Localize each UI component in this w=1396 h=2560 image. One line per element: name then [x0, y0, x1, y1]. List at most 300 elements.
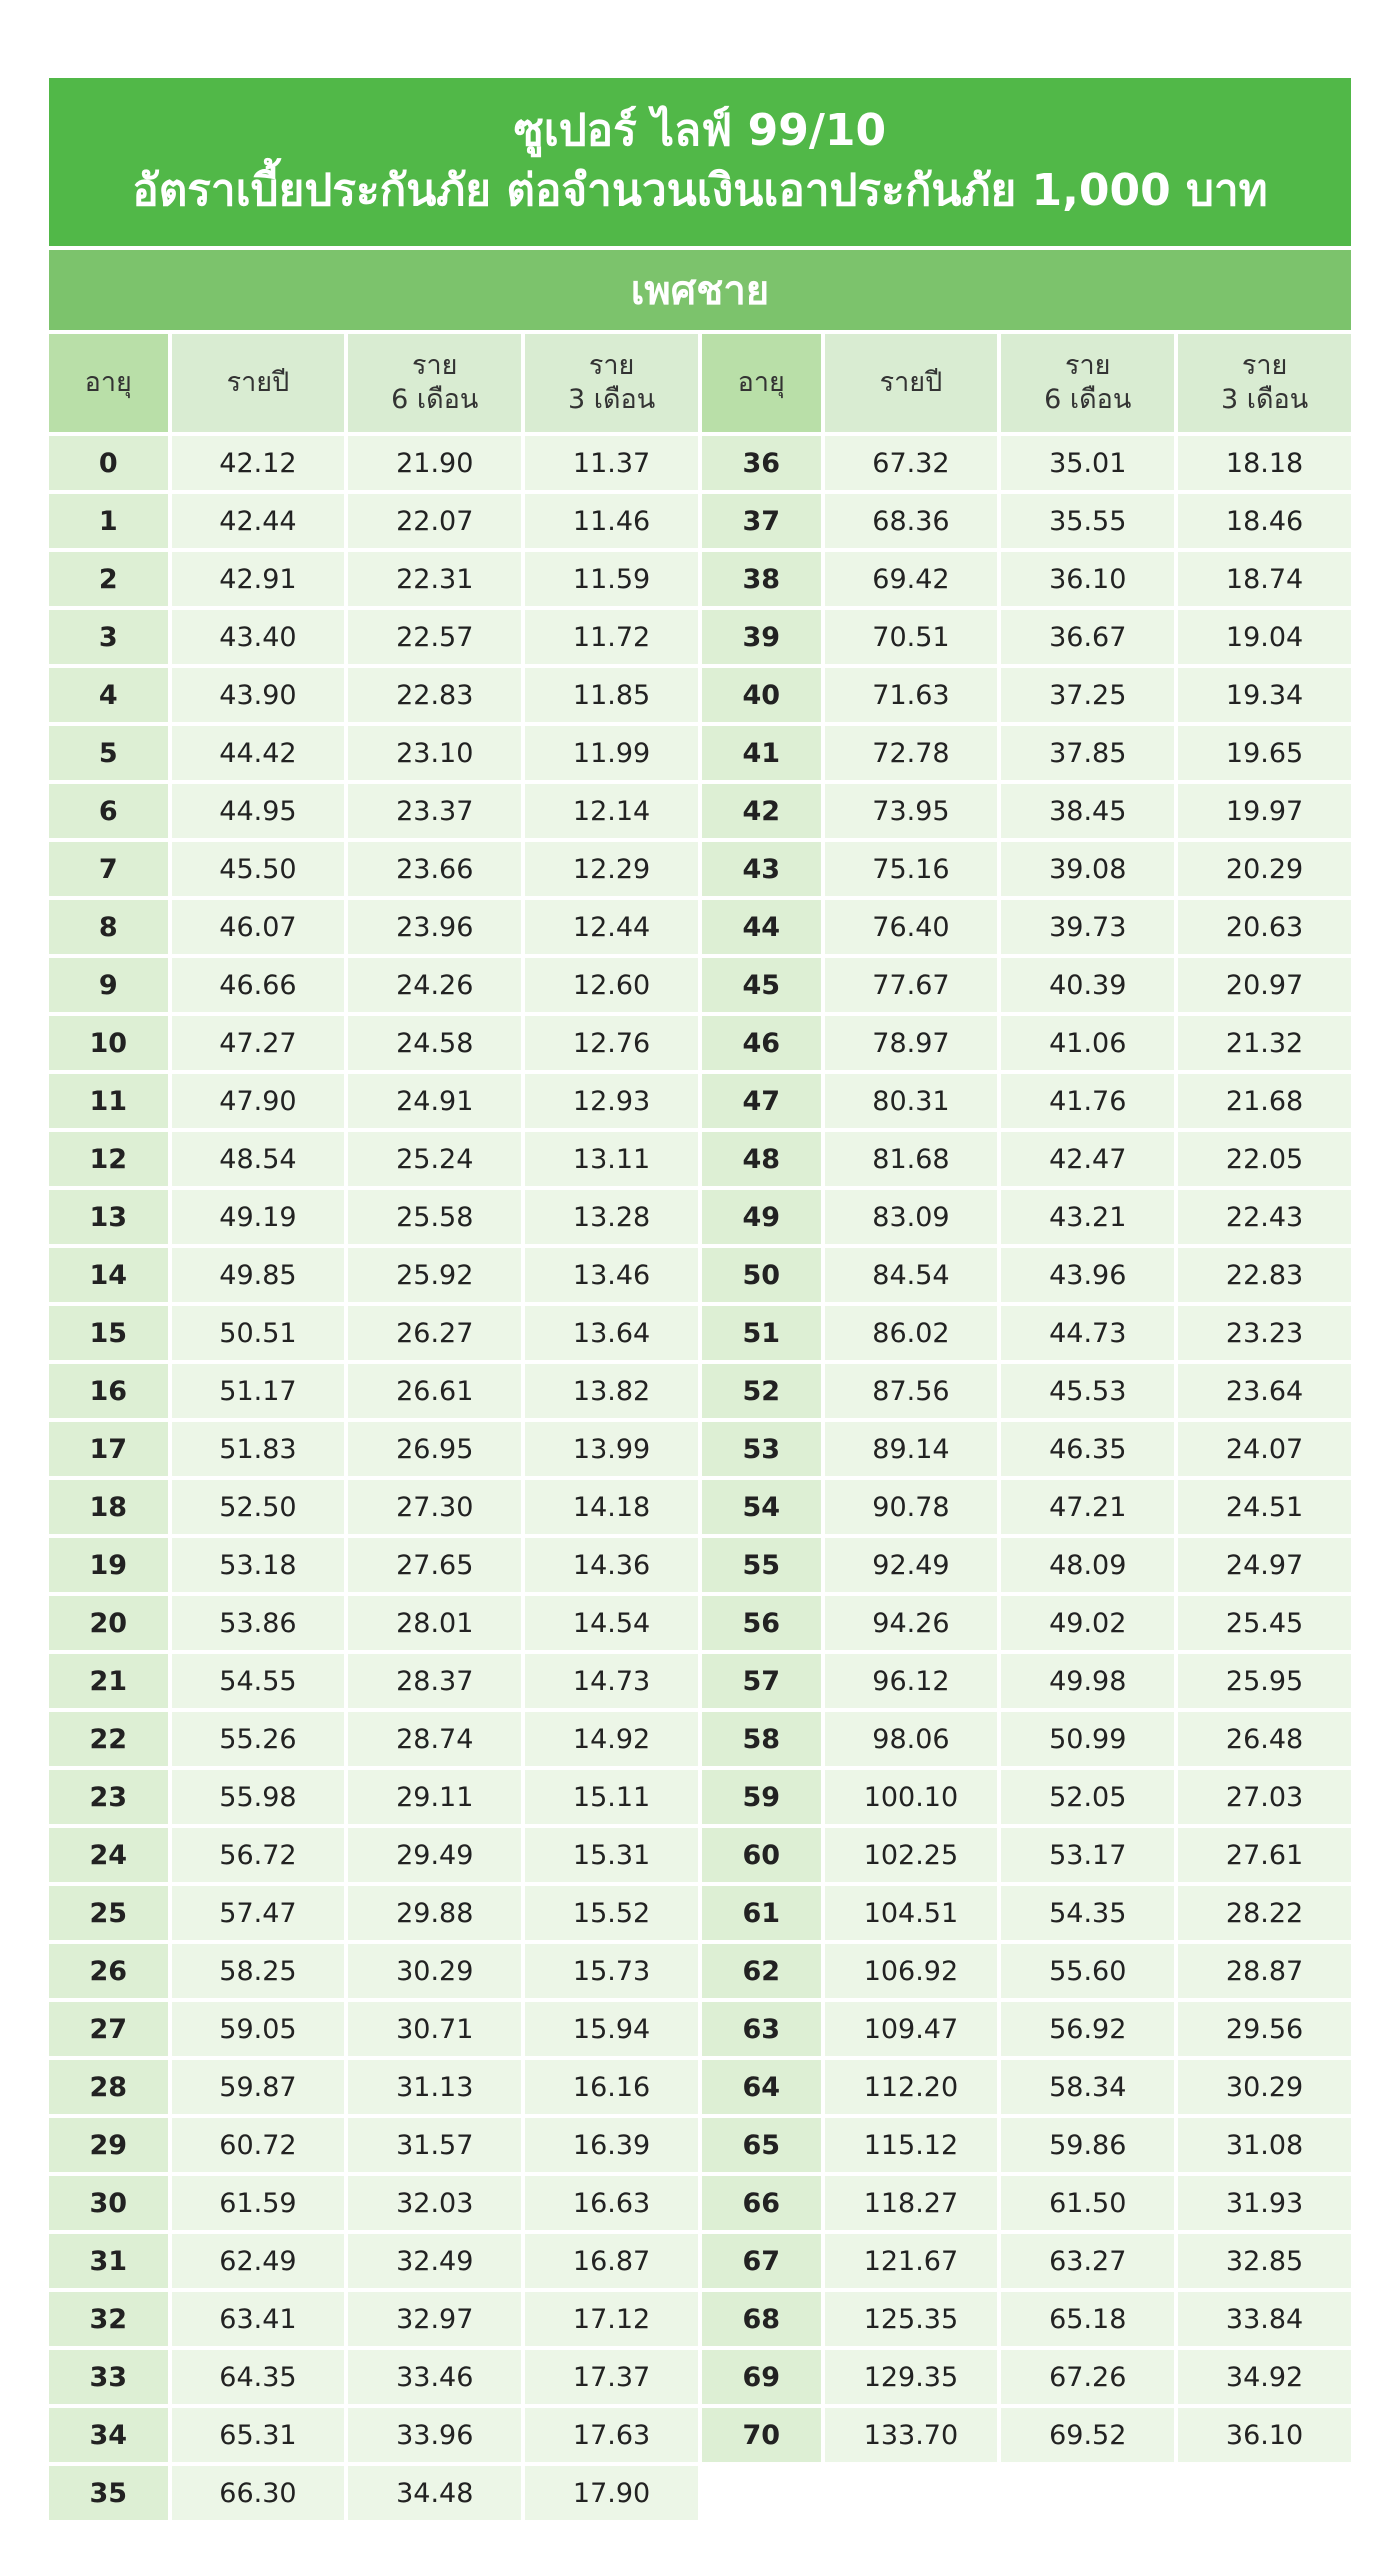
annual-rate-cell: 60.72: [172, 2118, 345, 2172]
six-month-rate-cell: 49.98: [1001, 1654, 1174, 1708]
three-month-rate-cell: 22.43: [1178, 1190, 1351, 1244]
age-cell: 4: [49, 668, 168, 722]
three-month-rate-cell: 25.95: [1178, 1654, 1351, 1708]
age-cell: 47: [702, 1074, 821, 1128]
six-month-rate-cell: 58.34: [1001, 2060, 1174, 2114]
three-month-rate-cell: 31.08: [1178, 2118, 1351, 2172]
six-month-rate-cell: 28.74: [348, 1712, 521, 1766]
age-cell: 42: [702, 784, 821, 838]
three-month-rate-cell: 13.99: [525, 1422, 698, 1476]
table-row: [49, 2176, 1351, 2230]
age-cell: 67: [702, 2234, 821, 2288]
three-month-rate-cell: 36.10: [1178, 2408, 1351, 2462]
six-month-rate-cell: 48.09: [1001, 1538, 1174, 1592]
three-month-rate-cell: 15.73: [525, 1944, 698, 1998]
age-cell: 52: [702, 1364, 821, 1418]
annual-rate-cell: 76.40: [825, 900, 998, 954]
six-month-rate-cell: 65.18: [1001, 2292, 1174, 2346]
rate-table-body: [49, 436, 1351, 2520]
six-month-rate-cell: 32.03: [348, 2176, 521, 2230]
six-month-rate-cell: 23.96: [348, 900, 521, 954]
annual-rate-cell: 45.50: [172, 842, 345, 896]
three-month-rate-cell: 15.31: [525, 1828, 698, 1882]
table-row: [49, 1828, 1351, 1882]
annual-rate-cell: 44.42: [172, 726, 345, 780]
six-month-rate-cell: 69.52: [1001, 2408, 1174, 2462]
age-cell: 7: [49, 842, 168, 896]
six-month-rate-cell: 45.53: [1001, 1364, 1174, 1418]
three-month-rate-cell: 26.48: [1178, 1712, 1351, 1766]
header-age-label: อายุ: [737, 367, 785, 398]
three-month-rate-cell: 14.54: [525, 1596, 698, 1650]
three-month-rate-cell: 14.18: [525, 1480, 698, 1534]
six-month-rate-cell: 40.39: [1001, 958, 1174, 1012]
annual-rate-cell: 125.35: [825, 2292, 998, 2346]
header-three-line1: ราย: [588, 350, 635, 381]
table-row: [49, 1364, 1351, 1418]
three-month-rate-cell: 21.68: [1178, 1074, 1351, 1128]
three-month-rate-cell: 12.44: [525, 900, 698, 954]
annual-rate-cell: 115.12: [825, 2118, 998, 2172]
age-cell: 17: [49, 1422, 168, 1476]
three-month-rate-cell: 28.87: [1178, 1944, 1351, 1998]
table-row: [49, 1422, 1351, 1476]
annual-rate-cell: 80.31: [825, 1074, 998, 1128]
annual-rate-cell: 48.54: [172, 1132, 345, 1186]
three-month-rate-cell: 31.93: [1178, 2176, 1351, 2230]
table-row: [49, 2466, 1351, 2520]
six-month-rate-cell: 46.35: [1001, 1422, 1174, 1476]
six-month-rate-cell: 55.60: [1001, 1944, 1174, 1998]
age-cell: 26: [49, 1944, 168, 1998]
age-cell: 54: [702, 1480, 821, 1534]
six-month-rate-cell: 37.85: [1001, 726, 1174, 780]
annual-rate-cell: 57.47: [172, 1886, 345, 1940]
title-banner: [49, 78, 1351, 246]
annual-rate-cell: 65.31: [172, 2408, 345, 2462]
three-month-rate-cell: 18.46: [1178, 494, 1351, 548]
table-row: [49, 2234, 1351, 2288]
age-cell: 69: [702, 2350, 821, 2404]
table-row: [49, 1074, 1351, 1128]
age-cell: 70: [702, 2408, 821, 2462]
three-month-rate-cell: 19.97: [1178, 784, 1351, 838]
table-row: [49, 1770, 1351, 1824]
six-month-rate-cell: 37.25: [1001, 668, 1174, 722]
age-cell: 9: [49, 958, 168, 1012]
six-month-rate-cell: 49.02: [1001, 1596, 1174, 1650]
header-age-label: อายุ: [84, 367, 132, 398]
age-cell: 31: [49, 2234, 168, 2288]
age-cell: 23: [49, 1770, 168, 1824]
table-row: [49, 552, 1351, 606]
six-month-rate-cell: 29.11: [348, 1770, 521, 1824]
annual-rate-cell: 51.17: [172, 1364, 345, 1418]
header-annual: [172, 334, 345, 432]
age-cell: 0: [49, 436, 168, 490]
table-row: [49, 842, 1351, 896]
annual-rate-cell: 129.35: [825, 2350, 998, 2404]
three-month-rate-cell: 11.72: [525, 610, 698, 664]
age-cell: 18: [49, 1480, 168, 1534]
annual-rate-cell: 86.02: [825, 1306, 998, 1360]
annual-rate-cell: 90.78: [825, 1480, 998, 1534]
annual-rate-cell: 46.07: [172, 900, 345, 954]
annual-rate-cell: 64.35: [172, 2350, 345, 2404]
three-month-rate-cell: 19.34: [1178, 668, 1351, 722]
three-month-rate-cell: 29.56: [1178, 2002, 1351, 2056]
six-month-rate-cell: 36.67: [1001, 610, 1174, 664]
six-month-rate-cell: 29.49: [348, 1828, 521, 1882]
annual-rate-cell: 104.51: [825, 1886, 998, 1940]
annual-rate-cell: 83.09: [825, 1190, 998, 1244]
six-month-rate-cell: 23.37: [348, 784, 521, 838]
table-row: [49, 2118, 1351, 2172]
six-month-rate-cell: 26.27: [348, 1306, 521, 1360]
six-month-rate-cell: 30.29: [348, 1944, 521, 1998]
age-cell: 40: [702, 668, 821, 722]
annual-rate-cell: 77.67: [825, 958, 998, 1012]
age-cell: 5: [49, 726, 168, 780]
three-month-rate-cell: 21.32: [1178, 1016, 1351, 1070]
six-month-rate-cell: 35.55: [1001, 494, 1174, 548]
three-month-rate-cell: 17.12: [525, 2292, 698, 2346]
annual-rate-cell: 54.55: [172, 1654, 345, 1708]
annual-rate-cell: 59.87: [172, 2060, 345, 2114]
three-month-rate-cell: 13.82: [525, 1364, 698, 1418]
age-cell: 44: [702, 900, 821, 954]
six-month-rate-cell: 53.17: [1001, 1828, 1174, 1882]
annual-rate-cell: 43.90: [172, 668, 345, 722]
table-row: [49, 2002, 1351, 2056]
table-row: [49, 1538, 1351, 1592]
age-cell: 50: [702, 1248, 821, 1302]
three-month-rate-cell: 19.65: [1178, 726, 1351, 780]
three-month-rate-cell: 11.59: [525, 552, 698, 606]
three-month-rate-cell: 12.93: [525, 1074, 698, 1128]
three-month-rate-cell: 18.74: [1178, 552, 1351, 606]
annual-rate-cell: 52.50: [172, 1480, 345, 1534]
six-month-rate-cell: 63.27: [1001, 2234, 1174, 2288]
age-cell: 33: [49, 2350, 168, 2404]
six-month-rate-cell: 59.86: [1001, 2118, 1174, 2172]
age-cell: 27: [49, 2002, 168, 2056]
three-month-rate-cell: 20.29: [1178, 842, 1351, 896]
three-month-rate-cell: 11.46: [525, 494, 698, 548]
six-month-rate-cell: 50.99: [1001, 1712, 1174, 1766]
six-month-rate-cell: 56.92: [1001, 2002, 1174, 2056]
age-cell: 1: [49, 494, 168, 548]
age-cell: 56: [702, 1596, 821, 1650]
six-month-rate-cell: 24.91: [348, 1074, 521, 1128]
header-six-month: [1001, 334, 1174, 432]
age-cell: 62: [702, 1944, 821, 1998]
annual-rate-cell: 73.95: [825, 784, 998, 838]
age-cell: 15: [49, 1306, 168, 1360]
three-month-rate-cell: 13.64: [525, 1306, 698, 1360]
age-cell: 68: [702, 2292, 821, 2346]
table-row: [49, 1480, 1351, 1534]
annual-rate-cell: 43.40: [172, 610, 345, 664]
annual-rate-cell: 49.85: [172, 1248, 345, 1302]
annual-rate-cell: 66.30: [172, 2466, 345, 2520]
age-cell: 51: [702, 1306, 821, 1360]
annual-rate-cell: 112.20: [825, 2060, 998, 2114]
header-three-month: [1178, 334, 1351, 432]
three-month-rate-cell: 33.84: [1178, 2292, 1351, 2346]
six-month-rate-cell: 25.92: [348, 1248, 521, 1302]
age-cell: 34: [49, 2408, 168, 2462]
three-month-rate-cell: 20.63: [1178, 900, 1351, 954]
empty-cell: [1178, 2466, 1351, 2520]
table-row: [49, 784, 1351, 838]
three-month-rate-cell: 24.07: [1178, 1422, 1351, 1476]
six-month-rate-cell: 23.10: [348, 726, 521, 780]
six-month-rate-cell: 32.97: [348, 2292, 521, 2346]
six-month-rate-cell: 43.96: [1001, 1248, 1174, 1302]
three-month-rate-cell: 14.73: [525, 1654, 698, 1708]
age-cell: 3: [49, 610, 168, 664]
six-month-rate-cell: 47.21: [1001, 1480, 1174, 1534]
age-cell: 30: [49, 2176, 168, 2230]
age-cell: 39: [702, 610, 821, 664]
six-month-rate-cell: 39.08: [1001, 842, 1174, 896]
six-month-rate-cell: 24.26: [348, 958, 521, 1012]
age-cell: 25: [49, 1886, 168, 1940]
six-month-rate-cell: 44.73: [1001, 1306, 1174, 1360]
three-month-rate-cell: 12.14: [525, 784, 698, 838]
table-row: [49, 1248, 1351, 1302]
age-cell: 35: [49, 2466, 168, 2520]
three-month-rate-cell: 23.23: [1178, 1306, 1351, 1360]
three-month-rate-cell: 17.37: [525, 2350, 698, 2404]
six-month-rate-cell: 32.49: [348, 2234, 521, 2288]
header-age: [49, 334, 168, 432]
three-month-rate-cell: 19.04: [1178, 610, 1351, 664]
three-month-rate-cell: 25.45: [1178, 1596, 1351, 1650]
age-cell: 61: [702, 1886, 821, 1940]
age-cell: 21: [49, 1654, 168, 1708]
six-month-rate-cell: 22.57: [348, 610, 521, 664]
annual-rate-cell: 53.86: [172, 1596, 345, 1650]
three-month-rate-cell: 27.03: [1178, 1770, 1351, 1824]
three-month-rate-cell: 15.11: [525, 1770, 698, 1824]
age-cell: 59: [702, 1770, 821, 1824]
annual-rate-cell: 89.14: [825, 1422, 998, 1476]
table-row: [49, 610, 1351, 664]
age-cell: 28: [49, 2060, 168, 2114]
six-month-rate-cell: 28.01: [348, 1596, 521, 1650]
header-annual: [825, 334, 998, 432]
age-cell: 14: [49, 1248, 168, 1302]
age-cell: 57: [702, 1654, 821, 1708]
annual-rate-cell: 71.63: [825, 668, 998, 722]
header-six-line2: 6 เดือน: [1044, 384, 1132, 415]
age-cell: 20: [49, 1596, 168, 1650]
annual-rate-cell: 47.90: [172, 1074, 345, 1128]
table-row: [49, 494, 1351, 548]
six-month-rate-cell: 27.30: [348, 1480, 521, 1534]
annual-rate-cell: 109.47: [825, 2002, 998, 2056]
header-three-line1: ราย: [1241, 350, 1288, 381]
gender-banner: เพศชาย: [49, 250, 1351, 330]
annual-rate-cell: 42.12: [172, 436, 345, 490]
annual-rate-cell: 87.56: [825, 1364, 998, 1418]
six-month-rate-cell: 36.10: [1001, 552, 1174, 606]
annual-rate-cell: 133.70: [825, 2408, 998, 2462]
annual-rate-cell: 94.26: [825, 1596, 998, 1650]
annual-rate-cell: 55.98: [172, 1770, 345, 1824]
three-month-rate-cell: 12.29: [525, 842, 698, 896]
three-month-rate-cell: 13.28: [525, 1190, 698, 1244]
age-cell: 12: [49, 1132, 168, 1186]
age-cell: 66: [702, 2176, 821, 2230]
six-month-rate-cell: 29.88: [348, 1886, 521, 1940]
annual-rate-cell: 96.12: [825, 1654, 998, 1708]
age-cell: 46: [702, 1016, 821, 1070]
header-six-line2: 6 เดือน: [391, 384, 479, 415]
annual-rate-cell: 121.67: [825, 2234, 998, 2288]
three-month-rate-cell: 15.52: [525, 1886, 698, 1940]
age-cell: 29: [49, 2118, 168, 2172]
age-cell: 63: [702, 2002, 821, 2056]
table-row: [49, 2060, 1351, 2114]
age-cell: 16: [49, 1364, 168, 1418]
rate-subtitle: อัตราเบี้ยประกันภัย ต่อจำนวนเงินเอาประกันภัย 1,000 บาท: [132, 165, 1268, 216]
annual-rate-cell: 49.19: [172, 1190, 345, 1244]
age-cell: 6: [49, 784, 168, 838]
three-month-rate-cell: 22.05: [1178, 1132, 1351, 1186]
six-month-rate-cell: 67.26: [1001, 2350, 1174, 2404]
three-month-rate-cell: 16.63: [525, 2176, 698, 2230]
header-three-line2: 3 เดือน: [567, 384, 656, 415]
annual-rate-cell: 62.49: [172, 2234, 345, 2288]
three-month-rate-cell: 30.29: [1178, 2060, 1351, 2114]
table-row: [49, 1132, 1351, 1186]
six-month-rate-cell: 25.58: [348, 1190, 521, 1244]
six-month-rate-cell: 43.21: [1001, 1190, 1174, 1244]
annual-rate-cell: 53.18: [172, 1538, 345, 1592]
six-month-rate-cell: 27.65: [348, 1538, 521, 1592]
annual-rate-cell: 72.78: [825, 726, 998, 780]
header-six-line1: ราย: [1065, 350, 1111, 381]
six-month-rate-cell: 23.66: [348, 842, 521, 896]
age-cell: 55: [702, 1538, 821, 1592]
annual-rate-cell: 81.68: [825, 1132, 998, 1186]
annual-rate-cell: 55.26: [172, 1712, 345, 1766]
three-month-rate-cell: 11.37: [525, 436, 698, 490]
three-month-rate-cell: 11.99: [525, 726, 698, 780]
header-three-month: [525, 334, 698, 432]
annual-rate-cell: 92.49: [825, 1538, 998, 1592]
age-cell: 41: [702, 726, 821, 780]
rate-table: [45, 330, 1355, 2524]
header-three-line2: 3 เดือน: [1220, 384, 1309, 415]
six-month-rate-cell: 22.07: [348, 494, 521, 548]
annual-rate-cell: 84.54: [825, 1248, 998, 1302]
header-six-month: [348, 334, 521, 432]
annual-rate-cell: 68.36: [825, 494, 998, 548]
six-month-rate-cell: 61.50: [1001, 2176, 1174, 2230]
three-month-rate-cell: 24.97: [1178, 1538, 1351, 1592]
table-row: [49, 900, 1351, 954]
annual-rate-cell: 102.25: [825, 1828, 998, 1882]
three-month-rate-cell: 23.64: [1178, 1364, 1351, 1418]
three-month-rate-cell: 17.63: [525, 2408, 698, 2462]
annual-rate-cell: 46.66: [172, 958, 345, 1012]
header-row: [49, 334, 1351, 432]
age-cell: 64: [702, 2060, 821, 2114]
three-month-rate-cell: 13.11: [525, 1132, 698, 1186]
rate-sheet: [49, 78, 1351, 2524]
three-month-rate-cell: 32.85: [1178, 2234, 1351, 2288]
age-cell: 22: [49, 1712, 168, 1766]
six-month-rate-cell: 35.01: [1001, 436, 1174, 490]
three-month-rate-cell: 22.83: [1178, 1248, 1351, 1302]
age-cell: 10: [49, 1016, 168, 1070]
three-month-rate-cell: 18.18: [1178, 436, 1351, 490]
age-cell: 48: [702, 1132, 821, 1186]
annual-rate-cell: 42.44: [172, 494, 345, 548]
three-month-rate-cell: 16.39: [525, 2118, 698, 2172]
annual-rate-cell: 44.95: [172, 784, 345, 838]
table-row: [49, 2350, 1351, 2404]
annual-rate-cell: 42.91: [172, 552, 345, 606]
age-cell: 8: [49, 900, 168, 954]
three-month-rate-cell: 13.46: [525, 1248, 698, 1302]
six-month-rate-cell: 54.35: [1001, 1886, 1174, 1940]
age-cell: 36: [702, 436, 821, 490]
annual-rate-cell: 98.06: [825, 1712, 998, 1766]
annual-rate-cell: 59.05: [172, 2002, 345, 2056]
six-month-rate-cell: 34.48: [348, 2466, 521, 2520]
age-cell: 2: [49, 552, 168, 606]
age-cell: 13: [49, 1190, 168, 1244]
annual-rate-cell: 51.83: [172, 1422, 345, 1476]
empty-cell: [1001, 2466, 1174, 2520]
table-row: [49, 436, 1351, 490]
six-month-rate-cell: 26.61: [348, 1364, 521, 1418]
annual-rate-cell: 67.32: [825, 436, 998, 490]
age-cell: 24: [49, 1828, 168, 1882]
annual-rate-cell: 63.41: [172, 2292, 345, 2346]
six-month-rate-cell: 52.05: [1001, 1770, 1174, 1824]
annual-rate-cell: 70.51: [825, 610, 998, 664]
annual-rate-cell: 50.51: [172, 1306, 345, 1360]
table-row: [49, 1654, 1351, 1708]
table-row: [49, 2292, 1351, 2346]
table-row: [49, 668, 1351, 722]
three-month-rate-cell: 16.16: [525, 2060, 698, 2114]
header-annual-label: รายปี: [226, 367, 290, 398]
annual-rate-cell: 78.97: [825, 1016, 998, 1070]
empty-cell: [702, 2466, 821, 2520]
three-month-rate-cell: 14.36: [525, 1538, 698, 1592]
three-month-rate-cell: 11.85: [525, 668, 698, 722]
annual-rate-cell: 100.10: [825, 1770, 998, 1824]
three-month-rate-cell: 20.97: [1178, 958, 1351, 1012]
six-month-rate-cell: 24.58: [348, 1016, 521, 1070]
six-month-rate-cell: 31.13: [348, 2060, 521, 2114]
age-cell: 45: [702, 958, 821, 1012]
six-month-rate-cell: 33.46: [348, 2350, 521, 2404]
annual-rate-cell: 118.27: [825, 2176, 998, 2230]
six-month-rate-cell: 22.83: [348, 668, 521, 722]
age-cell: 65: [702, 2118, 821, 2172]
six-month-rate-cell: 41.06: [1001, 1016, 1174, 1070]
annual-rate-cell: 56.72: [172, 1828, 345, 1882]
table-row: [49, 1712, 1351, 1766]
